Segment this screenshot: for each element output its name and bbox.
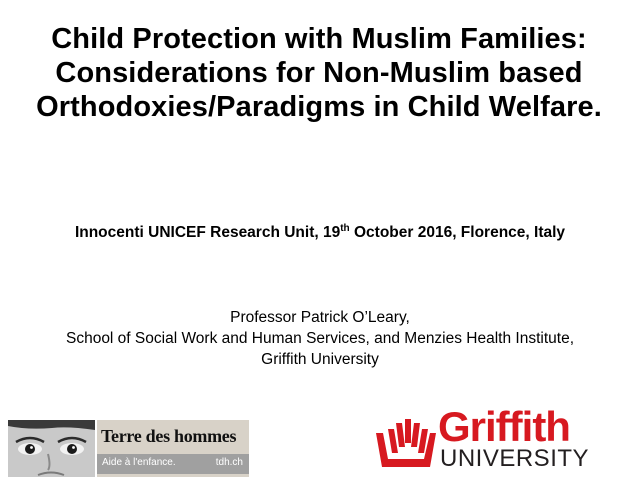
presenter-name: Professor Patrick O’Leary, [230, 309, 410, 326]
tdh-site: tdh.ch [215, 457, 243, 468]
event-prefix: Innocenti UNICEF Research Unit, 19 [74, 224, 341, 241]
child-face-photo [8, 420, 95, 477]
event-suffix: October 2016, Florence, Italy [349, 224, 566, 241]
griffith-flame-icon [374, 419, 438, 469]
terre-des-hommes-logo [8, 420, 249, 477]
tdh-tagline: Aide à l'enfance. [102, 457, 176, 468]
event-line [40, 222, 600, 243]
child-eyes-icon [8, 420, 95, 477]
griffith-name: Griffith [438, 403, 570, 450]
griffith-university-label: UNIVERSITY [440, 445, 590, 472]
tdh-text-panel [95, 420, 249, 477]
event-superscript: th [340, 222, 350, 234]
slide-title: Child Protection with Muslim Families: Considerations for Non-Muslim based Orthodoxies/Paradigms in Child Welfare. [36, 23, 602, 123]
presenter-block [40, 307, 600, 370]
presenter-affiliation: School of Social Work and Human Services, and Menzies Health Institute, [65, 330, 575, 347]
tdh-name: Terre des hommes [101, 426, 237, 446]
presenter-university: Griffith University [261, 351, 379, 368]
griffith-university-logo [374, 403, 632, 472]
